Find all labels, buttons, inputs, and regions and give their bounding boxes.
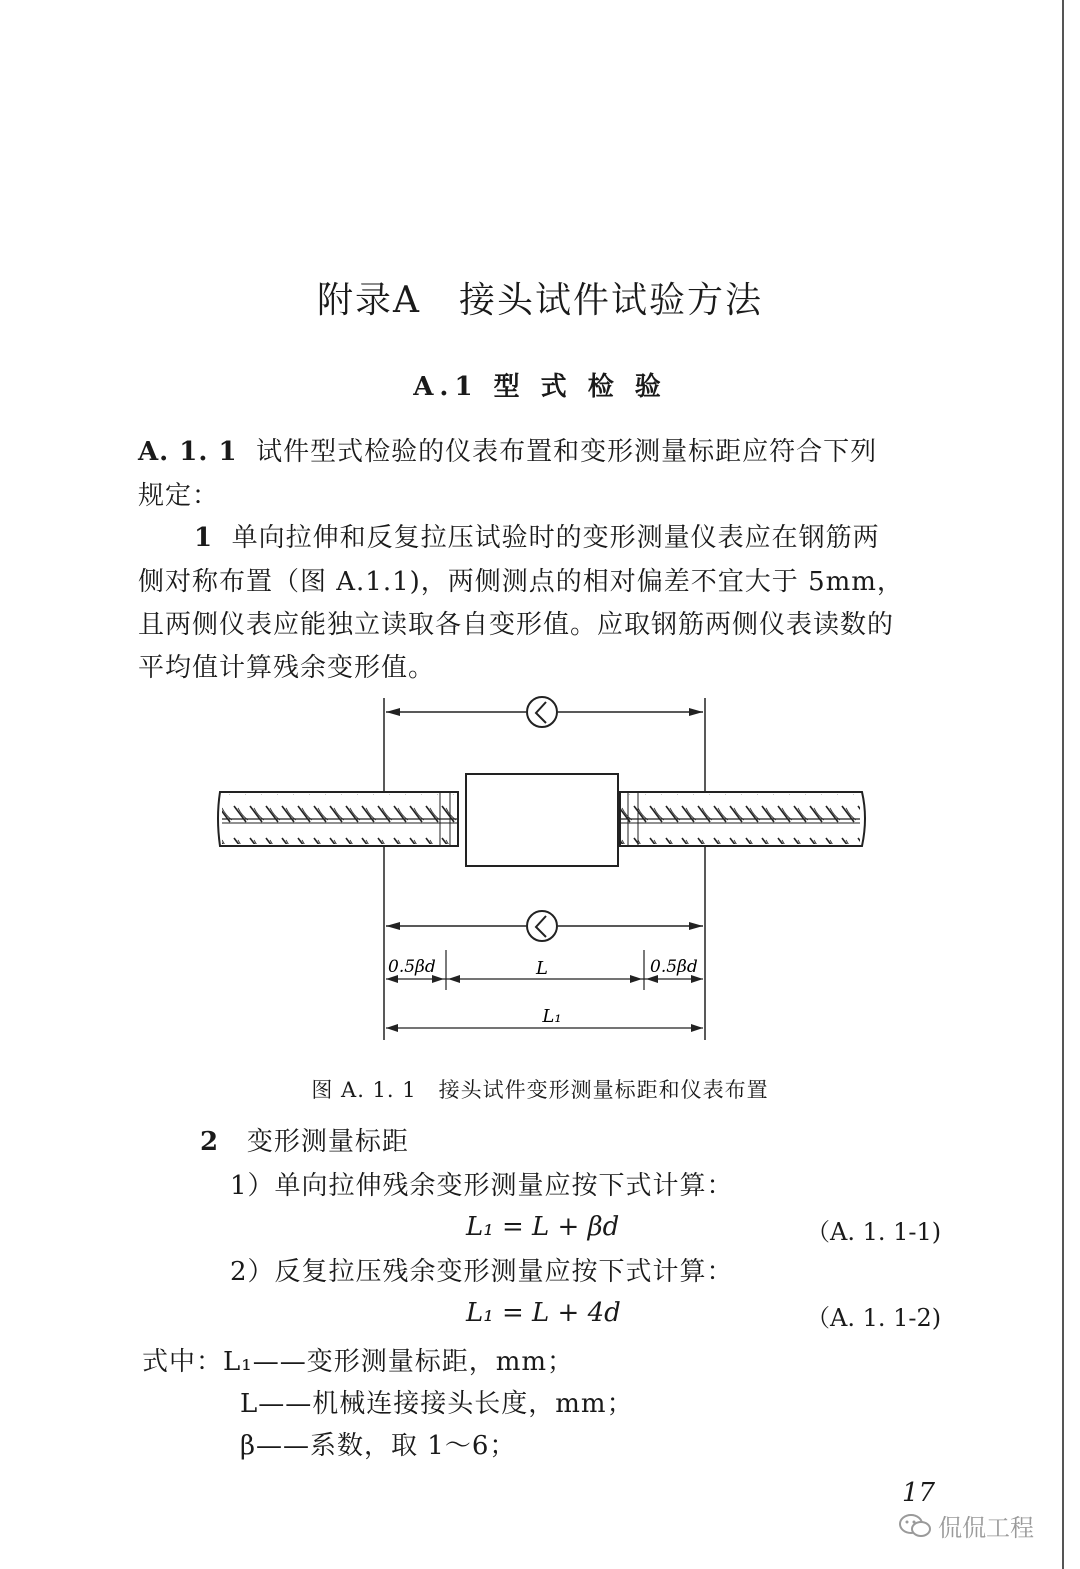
dim-label-total: L₁ xyxy=(542,1006,562,1027)
gauge-dial-icon xyxy=(527,697,557,727)
connector-figure xyxy=(200,680,890,1050)
clause-number: A. 1. 1 xyxy=(138,437,238,467)
equation-number-1: （A. 1. 1-1) xyxy=(806,1218,942,1246)
item2-sub-2: 2）反复拉压残余变形测量应按下式计算： xyxy=(230,1257,734,1287)
watermark xyxy=(898,1508,1034,1543)
wechat-icon xyxy=(898,1513,932,1539)
watermark-text: 侃侃工程 xyxy=(938,1514,1034,1542)
dim-label-right: 0.5βd xyxy=(650,957,698,977)
rebar-right xyxy=(620,792,865,846)
item2-sub-1: 1）单向拉伸残余变形测量应按下式计算： xyxy=(230,1171,734,1201)
item2-number: 2 xyxy=(200,1127,220,1157)
gauge-dial-icon xyxy=(527,911,557,941)
item1-text-4: 平均值计算残余变形值。 xyxy=(138,653,436,683)
rebar-left xyxy=(218,792,458,846)
dim-label-middle: L xyxy=(536,958,548,979)
equation-number-2: （A. 1. 1-2) xyxy=(806,1304,942,1332)
item1-text-1: 单向拉伸和反复拉压试验时的变形测量仪表应在钢筋两 xyxy=(231,523,880,553)
page-edge-line xyxy=(1062,0,1064,1569)
coupler-sleeve xyxy=(466,774,618,866)
figure-caption: 图 A. 1. 1 接头试件变形测量标距和仪表布置 xyxy=(311,1078,769,1102)
page-number: 17 xyxy=(902,1478,936,1508)
appendix-title: 附录A 接头试件试验方法 xyxy=(317,280,763,321)
formula-1: L₁ = L + βd xyxy=(466,1212,620,1242)
dim-label-left: 0.5βd xyxy=(388,957,436,977)
item1-line-1 xyxy=(194,516,880,560)
item2-title: 变形测量标距 xyxy=(246,1127,409,1157)
definition-2: L——机械连接接头长度，mm； xyxy=(240,1389,634,1419)
definition-line-1 xyxy=(142,1340,574,1384)
definition-1: L₁——变形测量标距，mm； xyxy=(223,1347,575,1377)
item1-number: 1 xyxy=(194,523,214,553)
item1-text-2: 侧对称布置（图 A.1.1)，两侧测点的相对偏差不宜大于 5mm， xyxy=(138,567,904,597)
clause-text-2: 规定： xyxy=(138,481,220,511)
formula-2: L₁ = L + 4d xyxy=(466,1298,621,1328)
definition-3: β——系数，取 1～6； xyxy=(240,1431,517,1461)
item2-line xyxy=(200,1120,409,1164)
section-title: A.1 型 式 检 验 xyxy=(413,372,667,402)
definitions-prefix: 式中： xyxy=(142,1347,224,1377)
clause-text-1: 试件型式检验的仪表布置和变形测量标距应符合下列 xyxy=(256,437,878,467)
item1-text-3: 且两侧仪表应能独立读取各自变形值。应取钢筋两侧仪表读数的 xyxy=(138,610,895,640)
clause-line-1 xyxy=(138,430,877,474)
